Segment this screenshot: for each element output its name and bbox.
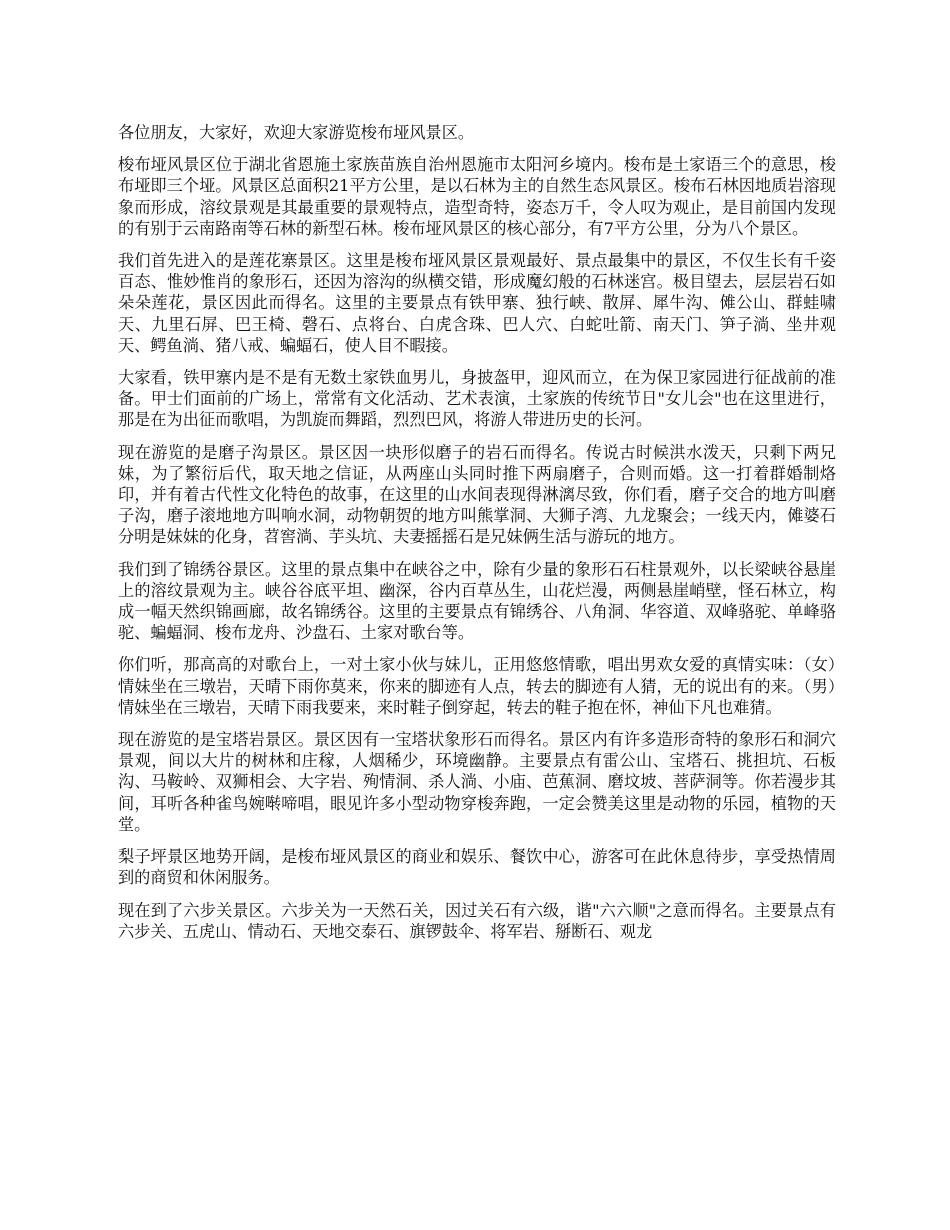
paragraph-duigetai: 你们听，那高高的对歌台上，一对土家小伙与妹儿，正用悠悠情歌，唱出男欢女爱的真情实味：（女）情妹坐在三墩岩，天晴下雨你莫来，你来的脚迹有人点，转去的脚迹有人猜，无的说出有的来。（男）情妹坐在三墩岩，天晴下雨我要来，来时鞋子倒穿起，转去的鞋子抱在怀，神仙下凡也难猜。 xyxy=(118,655,836,717)
paragraph-lianhuazhai: 我们首先进入的是莲花寨景区。这里是梭布垭风景区景观最好、景点最集中的景区，不仅生长有千姿百态、惟妙惟肖的象形石，还因为溶沟的纵横交错，形成魔幻般的石林迷宫。极目望去，层层岩石如朵朵莲花，景区因此而得名。这里的主要景点有铁甲寨、独行峡、散屏、犀牛沟、傩公山、群蛙啸天、九里石屏、巴王椅、磬石、点将台、白虎含珠、巴人穴、白蛇吐箭、南天门、笋子淌、坐井观天、鳄鱼淌、猪八戒、蝙蝠石，使人目不暇接。 xyxy=(118,251,836,355)
paragraph-overview: 梭布垭风景区位于湖北省恩施土家族苗族自治州恩施市太阳河乡境内。梭布是土家语三个的意思，梭布垭即三个垭。风景区总面积21平方公里，是以石林为主的自然生态风景区。梭布石林因地质岩溶现象而形成，溶纹景观是其最重要的景观特点，造型奇特，姿态万千，令人叹为观止，是目前国内发现的有别于云南路南等石林的新型石林。梭布垭风景区的核心部分，有7平方公里，分为八个景区。 xyxy=(118,155,836,238)
paragraph-liziping: 梨子坪景区地势开阔，是梭布垭风景区的商业和娱乐、餐饮中心，游客可在此休息待步，享受热情周到的商贸和休闲服务。 xyxy=(118,847,836,888)
paragraph-mozigou: 现在游览的是磨子沟景区。景区因一块形似磨子的岩石而得名。传说古时候洪水泼天，只剩下两兄妹，为了繁衍后代，取天地之信证，从两座山头同时推下两扇磨子，合则而婚。这一打着群婚制烙印，并有着古代性文化特色的故事，在这里的山水间表现得淋漓尽致，你们看，磨子交合的地方叫磨子沟，磨子滚地地方叫响水洞，动物朝贺的地方叫熊掌洞、大狮子湾、九龙聚会；一线天内，傩婆石分明是妹妹的化身，苕窖淌、芋头坑、夫妻摇摇石是兄妹俩生活与游玩的地方。 xyxy=(118,442,836,547)
paragraph-baotayan: 现在游览的是宝塔岩景区。景区因有一宝塔状象形石而得名。景区内有许多造形奇特的象形石和洞穴景观，间以大片的树林和庄稼，人烟稀少，环境幽静。主要景点有雷公山、宝塔石、挑担坑、石板沟、马鞍岭、双狮相会、大字岩、殉情洞、杀人淌、小庙、芭蕉洞、磨坟坡、菩萨洞等。你若漫步其间，耳听各种雀鸟婉啭啼唱，眼见许多小型动物穿梭奔跑，一定会赞美这里是动物的乐园，植物的天堂。 xyxy=(118,730,836,834)
paragraph-greeting: 各位朋友，大家好，欢迎大家游览梭布垭风景区。 xyxy=(118,123,475,142)
paragraph-tiejiazhai: 大家看，铁甲寨内是不是有无数土家铁血男儿，身披盔甲，迎风而立，在为保卫家园进行征战前的准备。甲士们面前的广场上，常常有文化活动、艺术表演，土家族的传统节日"女儿会"也在这里进行，那是在为出征而歌唱，为凯旋而舞蹈，烈烈巴风，将游人带进历史的长河。 xyxy=(118,368,836,430)
paragraph-jinxiugu: 我们到了锦绣谷景区。这里的景点集中在峡谷之中，除有少量的象形石石柱景观外，以长梁峡谷悬崖上的溶纹景观为主。峡谷谷底平坦、幽深，谷内百草丛生，山花烂漫，两侧悬崖峭壁，怪石林立，构成一幅天然织锦画廊，故名锦绣谷。这里的主要景点有锦绣谷、八角洞、华容道、双峰骆驼、单峰骆驼、蝙蝠洞、梭布龙舟、沙盘石、土家对歌台等。 xyxy=(118,559,836,643)
document-body xyxy=(118,122,836,953)
paragraph-liubuguan: 现在到了六步关景区。六步关为一天然石关，因过关石有六级，谐"六六顺"之意而得名。主要景点有六步关、五虎山、情动石、天地交泰石、旗锣鼓伞、将军岩、掰断石、观龙 xyxy=(118,900,836,941)
